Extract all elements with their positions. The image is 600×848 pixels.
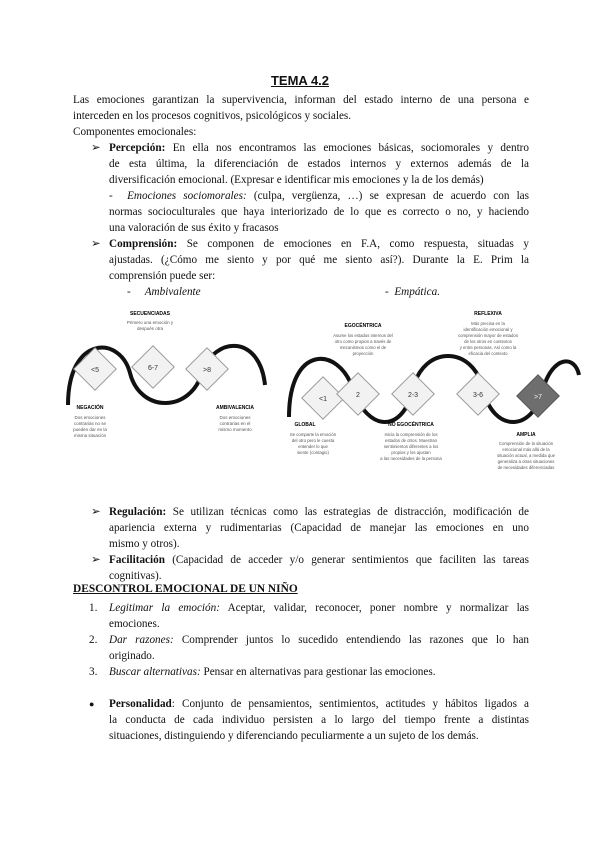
regulacion-line-1 — [109, 504, 529, 520]
page-title: TEMA 4.2 — [270, 73, 330, 88]
reflexiva-text-3: comprensión mayor de estados — [458, 333, 518, 338]
percepcion-line-1 — [109, 140, 529, 156]
comprension-option-1 — [127, 284, 201, 300]
amplia-text-4: generaliza a otras situaciones — [497, 459, 555, 464]
node-2 — [337, 373, 379, 415]
egocentrica-text-1: Asume los estados internos del — [333, 333, 393, 338]
list-item-text: Aceptar, validar, reconocer, poner nombre y normalizar las — [219, 602, 529, 614]
sociomorales-text-1: (culpa, vergüenza, …) se expresan de acuerdo con las — [246, 190, 529, 202]
list-item — [109, 632, 529, 648]
facilitacion-line-2: cognitivas). — [109, 570, 162, 582]
list-item — [109, 664, 436, 680]
list-item-continuation: originado. — [109, 650, 155, 662]
global-text-4: siente (contagio) — [297, 450, 329, 455]
regulacion-line-3: mismo y otros). — [109, 538, 180, 550]
ambivalencia-text-2: contrarias en el — [219, 421, 251, 426]
amplia-text-1: Comprensión de la situación — [498, 441, 554, 446]
bullet-icon: ● — [89, 699, 95, 709]
arrow-bullet-icon: ➢ — [91, 142, 101, 154]
personalidad-line-3: situaciones, distinguiendo y diferenciando peculiarmente a un sujeto de los demás. — [109, 730, 479, 742]
percepcion-label: Percepción: — [109, 142, 166, 154]
reflexiva-text-6: eficacia del contexto — [468, 351, 508, 356]
no-egocentrica-text-1: Inicia la comprensión de los — [384, 432, 438, 437]
node-2-label: 6-7 — [147, 365, 159, 372]
comprension-line-1 — [109, 236, 529, 252]
node-2 — [132, 346, 174, 388]
no-egocentrica-label: NO EGOCÉNTRICA — [388, 422, 434, 428]
regulacion-line-2: apariencia externa y rudimentarias (Capacidad de manejar las emociones en uno — [109, 522, 529, 534]
regulacion-text-1: Se utilizan técnicas como las estrategias de distracción, modificación de — [166, 506, 529, 518]
node-1 — [74, 348, 116, 390]
facilitacion-line-1 — [109, 552, 529, 568]
node-3-label: 2-3 — [407, 392, 419, 399]
negacion-text-4: misma situación — [73, 433, 107, 438]
global-label: GLOBAL — [294, 422, 316, 428]
negacion-text-3: pueden dar en la — [73, 427, 107, 432]
node-5 — [517, 375, 559, 417]
ambivalencia-text-1: Dos emociones — [219, 415, 251, 420]
node-3 — [186, 348, 228, 390]
option-2-dash: - — [385, 286, 389, 298]
no-egocentrica-text-4: propios y los ajustan — [391, 450, 431, 455]
no-egocentrica-text-5: a las necesidades de la persona — [380, 456, 442, 461]
empathy-diagram — [283, 305, 583, 470]
list-item-text: Comprender juntos lo sucedido entendiendo las razones que lo han — [173, 634, 529, 646]
amplia-label: AMPLIA — [516, 432, 536, 438]
reflexiva-label: REFLEXIVA — [474, 311, 502, 317]
sociomorales-line-2: normas socioculturales que haya interiorizado de lo que es correcto o no, y haciendo — [109, 206, 529, 218]
reflexiva-text-4: de los otros en contextos — [464, 339, 512, 344]
list-item — [109, 600, 529, 616]
sociomorales-dash: - — [109, 190, 113, 202]
no-egocentrica-text-2: estados de otros. Muestran — [384, 438, 438, 443]
facilitacion-label: Facilitación — [109, 554, 165, 566]
regulacion-label: Regulación: — [109, 506, 167, 518]
personalidad-line-2: la conducta de cada individuo persisten a lo largo del tiempo frente a distintas — [109, 714, 529, 726]
egocentrica-text-4: proyección — [352, 351, 374, 356]
intro-line-3: Componentes emocionales: — [73, 126, 197, 138]
amplia-text-2: emocional más allá de la — [502, 447, 550, 452]
list-item-continuation: emociones. — [109, 618, 160, 630]
no-egocentrica-text-3: sentimientos diferentes a los — [383, 444, 439, 449]
comprension-label: Comprensión: — [109, 238, 178, 250]
secuenciadas-text-1: Primero una emoción y — [126, 320, 174, 325]
egocentrica-text-3: mecanismos como el de — [339, 345, 387, 350]
global-text-2: del otro pero le cuesta — [291, 438, 335, 443]
reflexiva-text-1: Más precisa en la — [471, 321, 505, 326]
node-3 — [392, 373, 434, 415]
egocentrica-text-2: otro como propios a través de — [334, 339, 392, 344]
percepcion-text-1: En ella nos encontramos las emociones básicas, sociomorales y dentro — [165, 142, 529, 154]
option-2-text: Empática. — [394, 286, 441, 298]
reflexiva-text-5: y entre personas. Así como la — [459, 345, 517, 350]
amplia-text-3: situación actual, a medida que — [496, 453, 556, 458]
arrow-bullet-icon: ➢ — [91, 554, 101, 566]
node-1-label: <1 — [319, 396, 327, 403]
secuenciadas-label: SECUENCIADAS — [129, 311, 171, 317]
intro-line-1: Las emociones garantizan la supervivencia, informan del estado interno de una persona e — [73, 94, 529, 106]
node-3-label: >8 — [203, 367, 211, 374]
global-text-3: entender lo que — [298, 444, 328, 449]
sociomorales-line-3: una valoración de sus éxito y fracasos — [109, 222, 279, 234]
personalidad-text-1: : Conjunto de pensamientos, sentimientos, actitudes y hábitos ligados a — [171, 698, 529, 710]
option-1-text: Ambivalente — [144, 286, 201, 298]
list-number: 2. — [89, 634, 98, 646]
arrow-bullet-icon: ➢ — [91, 506, 101, 518]
ambivalencia-label: AMBIVALENCIA — [216, 405, 254, 411]
negacion-label: NEGACIÓN — [76, 405, 104, 411]
sociomorales-line-1 — [109, 188, 529, 204]
reflexiva-text-2: identificación emocional y — [463, 327, 513, 332]
comprension-line-2: ajustadas. (¿Cómo me siento y por qué me siento así?). Durante la E. Prim la — [109, 254, 529, 266]
list-item-label: Buscar alternativas: — [109, 666, 201, 678]
node-1-label: <5 — [91, 367, 99, 374]
percepcion-line-3: diversificación emocional. (Expresar e identificar mis emociones y la de los demás) — [109, 174, 484, 186]
global-text-1: Se comparte la emoción — [289, 432, 337, 437]
list-item-label: Legitimar la emoción: — [109, 602, 220, 614]
comprension-option-2 — [385, 284, 440, 300]
personalidad-label: Personalidad — [109, 698, 172, 710]
node-2-label: 2 — [356, 392, 360, 399]
percepcion-line-2: de esta última, la diferenciación de estados internos y externos además de la — [109, 158, 529, 170]
personalidad-line-1 — [109, 696, 529, 712]
sociomorales-label: Emociones sociomorales: — [127, 190, 247, 202]
comprension-text-1: Se componen de emociones en F.A, como respuesta, situadas y — [177, 238, 529, 250]
node-5-label: >7 — [534, 394, 542, 401]
arrow-bullet-icon: ➢ — [91, 238, 101, 250]
descontrol-heading: DESCONTROL EMOCIONAL DE UN NIÑO — [73, 583, 298, 595]
comprension-line-3: comprensión puede ser: — [109, 270, 216, 282]
list-number: 1. — [89, 602, 98, 614]
ambivalencia-text-3: mismo momento — [218, 427, 252, 432]
egocentrica-label: EGOCÉNTRICA — [344, 323, 382, 329]
secuenciadas-text-2: después otra — [136, 326, 164, 331]
option-1-dash: - — [127, 286, 131, 298]
node-1 — [302, 377, 344, 419]
intro-line-2: interceden en los procesos cognitivos, psicológicos y sociales. — [73, 110, 352, 122]
list-number: 3. — [89, 666, 98, 678]
negacion-text-2: contrarias no se — [73, 421, 107, 426]
list-item-text: Pensar en alternativas para gestionar las emociones. — [200, 666, 436, 678]
amplia-text-5: de necesidades diferenciadas — [497, 465, 555, 470]
ambivalence-diagram — [60, 305, 275, 455]
node-4-label: 3-6 — [472, 392, 484, 399]
list-item-label: Dar razones: — [109, 634, 174, 646]
negacion-text-1: Dos emociones — [74, 415, 106, 420]
facilitacion-text-1: (Capacidad de acceder y/o generar sentimientos que faciliten las tareas — [164, 554, 529, 566]
